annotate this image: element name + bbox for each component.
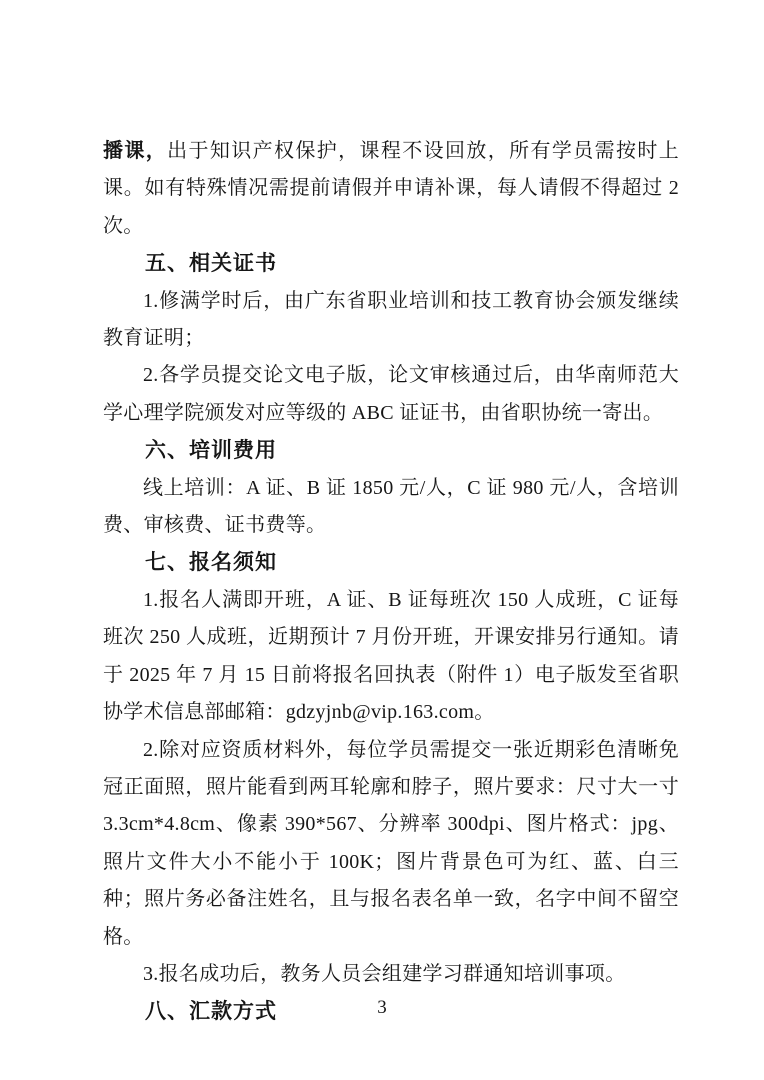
continuation-text: 出于知识产权保护，课程不设回放，所有学员需按时上课。如有特殊情况需提前请假并申请补课，每人请假不得超过 2 次。 bbox=[103, 140, 679, 237]
training-fees-paragraph: 线上培训：A 证、B 证 1850 元/人，C 证 980 元/人，含培训费、审核费、证书费等。 bbox=[103, 476, 679, 537]
section-heading-certificates: 五、相关证书 bbox=[145, 252, 277, 276]
registration-paragraph-1: 1.报名人满即开班，A 证、B 证每班次 150 人成班，C 证每班次 250 人成班，近期预计 7 月份开班，开课安排另行通知。请于 2025 年 7 月 15 日前将报名回执表（附件 1）电子版发至省职协学术信息部邮箱：gdzyjnb@vip.163.com。 bbox=[103, 588, 679, 724]
section-heading-remittance-method: 八、汇款方式 bbox=[145, 1000, 277, 1024]
section-heading-training-fees: 六、培训费用 bbox=[145, 439, 277, 463]
certificates-paragraph-2: 2.各学员提交论文电子版，论文审核通过后，由华南师范大学心理学院颁发对应等级的 ABC 证证书，由省职协统一寄出。 bbox=[103, 364, 679, 424]
continuation-paragraph bbox=[103, 133, 679, 245]
section-heading-registration-notes: 七、报名须知 bbox=[145, 551, 277, 575]
registration-paragraph-3: 3.报名成功后，教务人员会组建学习群通知培训事项。 bbox=[143, 962, 626, 985]
document-body bbox=[103, 133, 679, 1031]
certificates-paragraph-1: 1.修满学时后，由广东省职业培训和技工教育协会颁发继续教育证明； bbox=[103, 289, 679, 350]
continuation-bold-lead: 播课， bbox=[103, 140, 168, 162]
page-number: 3 bbox=[377, 997, 387, 1018]
page-footer bbox=[0, 995, 764, 1021]
registration-paragraph-2: 2.除对应资质材料外，每位学员需提交一张近期彩色清晰免冠正面照，照片能看到两耳轮廓和脖子，照片要求：尺寸大一寸 3.3cm*4.8cm、像素 390*567、分辨率 300dpi、图片格式：jpg、照片文件大小不能小于 100K；图片背景色可为红、蓝、白三种；照片务必备注姓名，且与报名表名单一致，名字中间不留空格。 bbox=[103, 738, 679, 948]
